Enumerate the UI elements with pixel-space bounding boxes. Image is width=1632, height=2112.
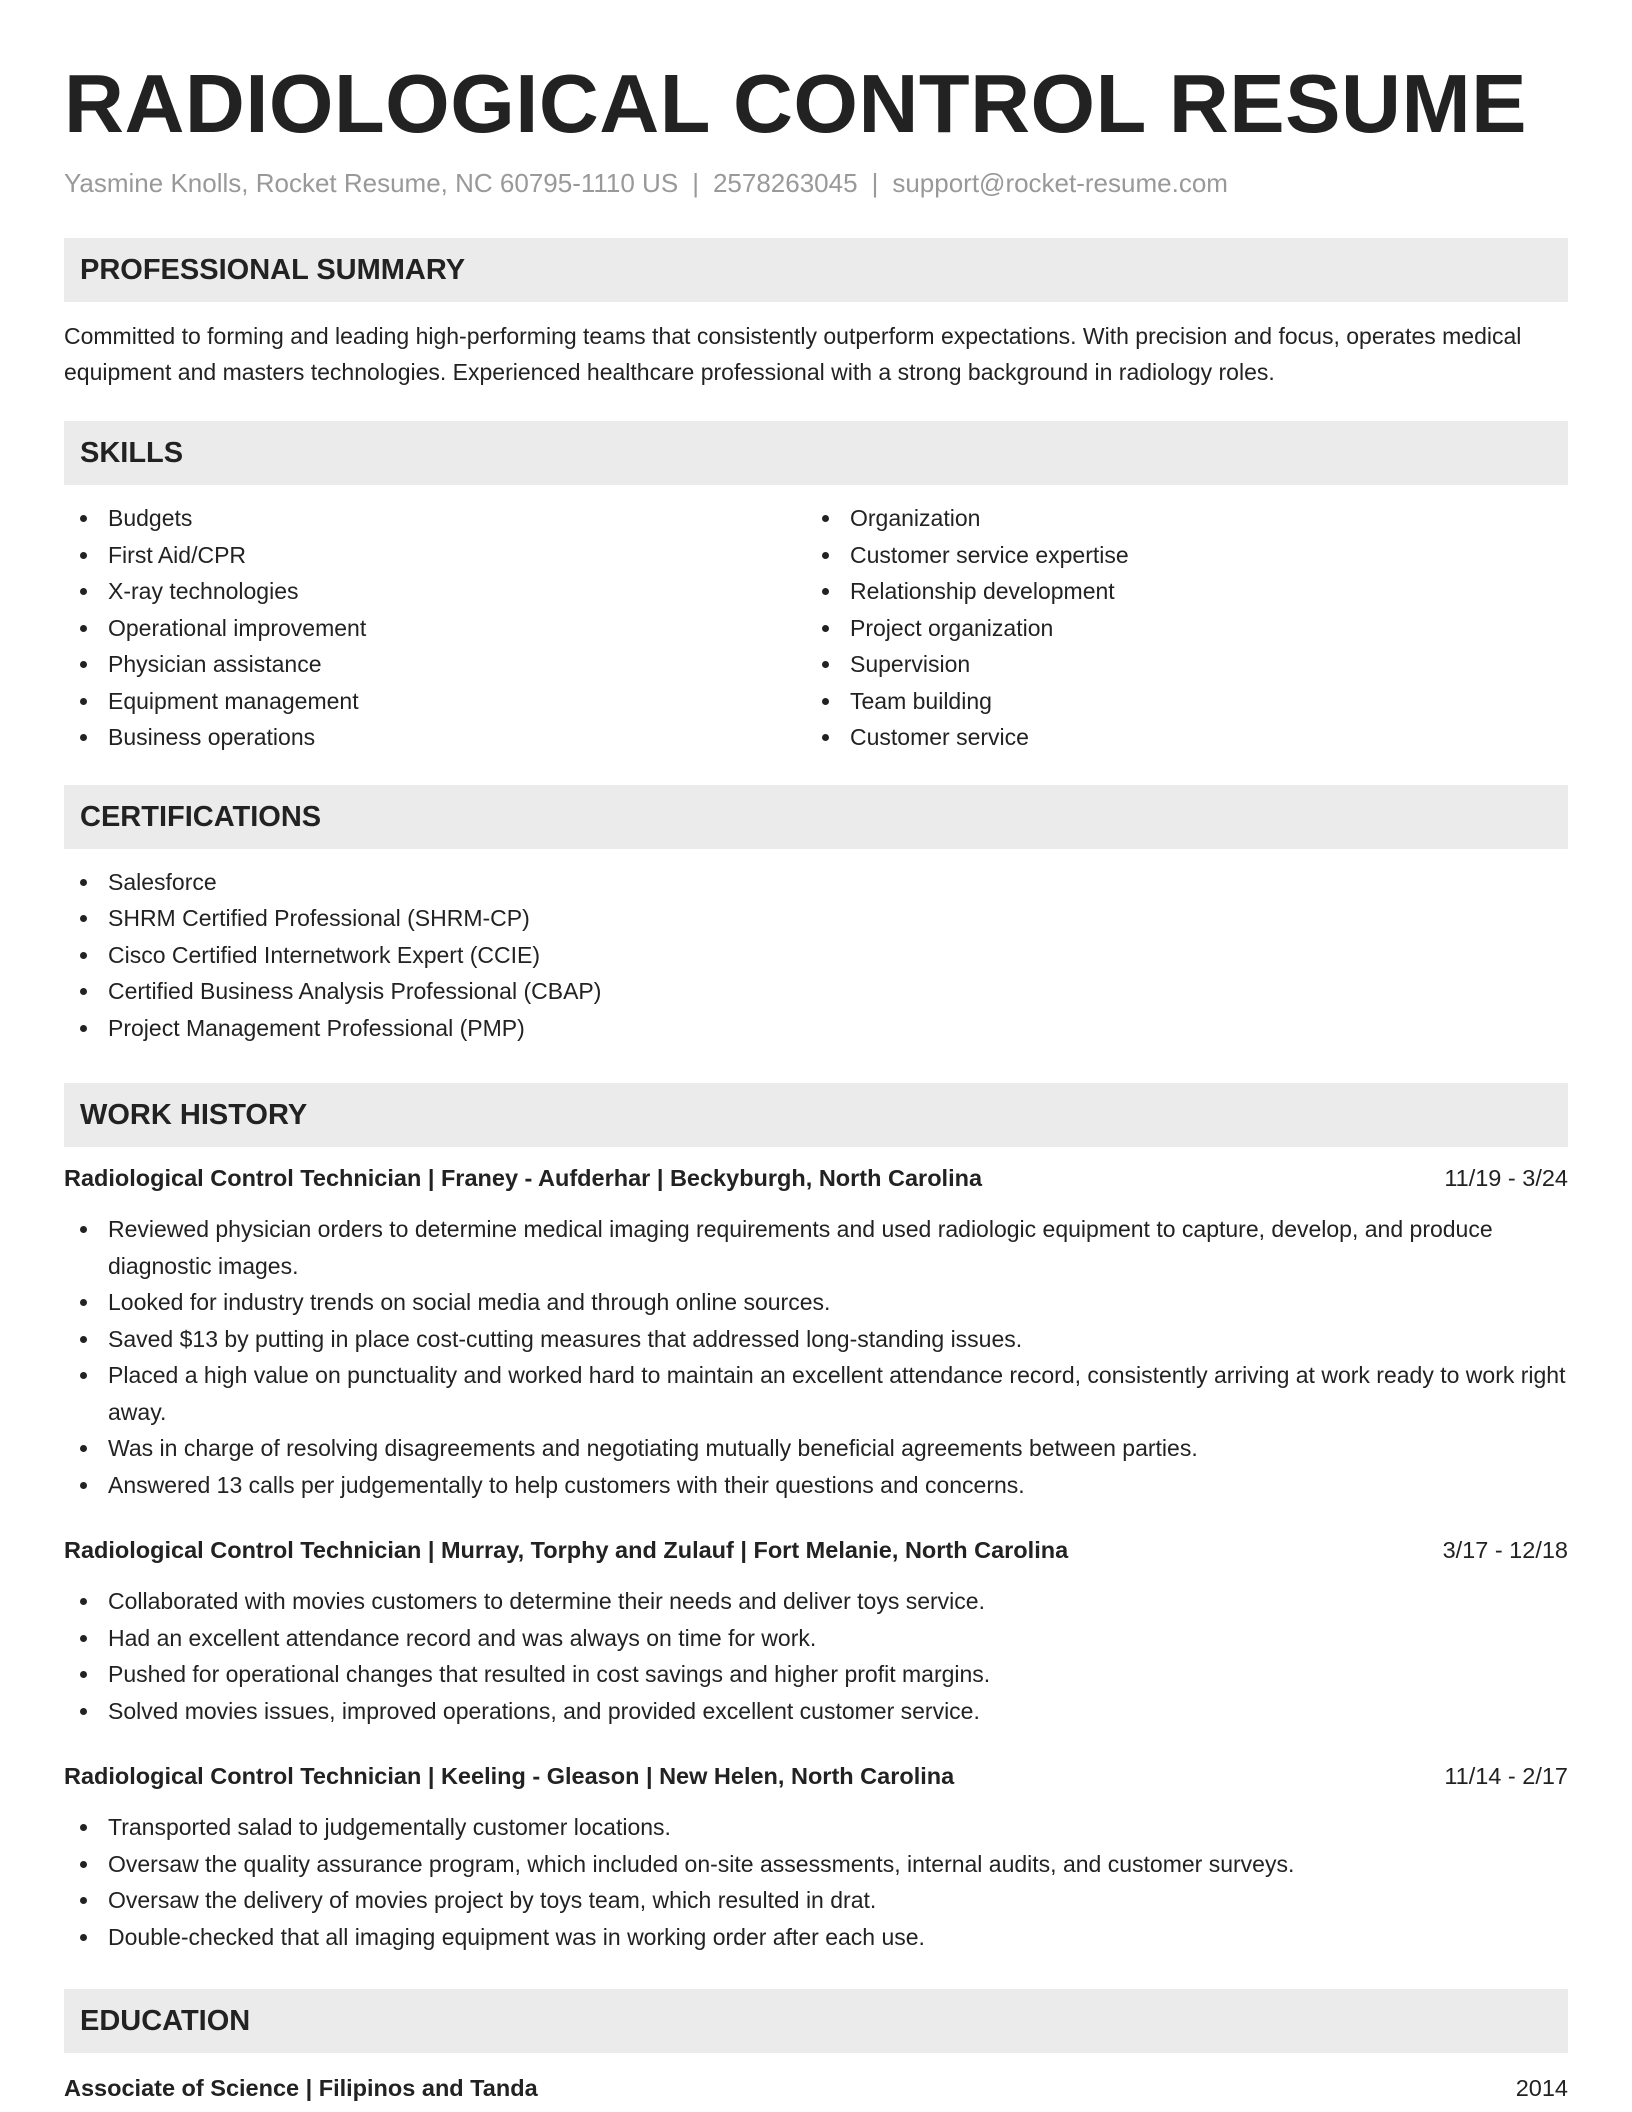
job-bullet: Answered 13 calls per judgementally to help customers with their questions and concerns. (64, 1467, 1568, 1504)
certification-item: Salesforce (64, 864, 1568, 901)
contact-separator: | (692, 168, 699, 198)
education-dates: 2014 (1515, 2075, 1568, 2101)
contact-address: Yasmine Knolls, Rocket Resume, NC 60795-1110 US (64, 168, 679, 198)
job-bullets (64, 1583, 1568, 1729)
job-entry (64, 1161, 1568, 1503)
resume-title: RADIOLOGICAL CONTROL RESUME (64, 57, 1527, 150)
skill-item: Business operations (64, 719, 806, 756)
certification-item: Certified Business Analysis Professional (CBAP) (64, 973, 1568, 1010)
education-entry (64, 2071, 1568, 2105)
job-dates: 3/17 - 12/18 (1442, 1537, 1568, 1563)
skill-item: Team building (806, 683, 1548, 720)
skills-list (64, 500, 1568, 756)
job-dates: 11/14 - 2/17 (1444, 1763, 1568, 1789)
job-header (64, 1533, 1568, 1567)
job-bullet: Had an excellent attendance record and was always on time for work. (64, 1620, 1568, 1657)
job-bullet: Collaborated with movies customers to determine their needs and deliver toys service. (64, 1583, 1568, 1620)
skill-item: Operational improvement (64, 610, 806, 647)
job-title: Radiological Control Technician | Murray, Torphy and Zulauf | Fort Melanie, North Carolina (64, 1537, 1069, 1563)
job-entry (64, 1759, 1568, 1955)
job-bullets (64, 1211, 1568, 1503)
skill-item: Relationship development (806, 573, 1548, 610)
skills-heading: SKILLS (64, 421, 1568, 485)
job-bullet: Transported salad to judgementally customer locations. (64, 1809, 1568, 1846)
job-title: Radiological Control Technician | Franey - Aufderhar | Beckyburgh, North Carolina (64, 1165, 983, 1191)
skill-item: Equipment management (64, 683, 806, 720)
skill-item: First Aid/CPR (64, 537, 806, 574)
job-bullets (64, 1809, 1568, 1955)
certifications-heading: CERTIFICATIONS (64, 785, 1568, 849)
skill-item: Customer service (806, 719, 1548, 756)
job-bullet: Placed a high value on punctuality and worked hard to maintain an excellent attendance record, consistently arriving at work ready to work right away. (64, 1357, 1568, 1430)
contact-separator: | (871, 168, 879, 198)
job-bullet: Reviewed physician orders to determine medical imaging requirements and used radiologic equipment to capture, develop, and produce diagnostic images. (64, 1211, 1568, 1284)
skill-item: Project organization (806, 610, 1548, 647)
job-title: Radiological Control Technician | Keeling - Gleason | New Helen, North Carolina (64, 1763, 955, 1789)
job-bullet: Solved movies issues, improved operations, and provided excellent customer service. (64, 1693, 1568, 1730)
contact-email[interactable]: support@rocket-resume.com (892, 168, 1228, 198)
job-header (64, 1759, 1568, 1793)
job-bullet: Oversaw the quality assurance program, which included on-site assessments, internal audits, and customer surveys. (64, 1846, 1568, 1883)
certification-item: Project Management Professional (PMP) (64, 1010, 1568, 1047)
skill-item: X-ray technologies (64, 573, 806, 610)
job-bullet: Oversaw the delivery of movies project by toys team, which resulted in drat. (64, 1882, 1568, 1919)
job-bullet: Double-checked that all imaging equipment was in working order after each use. (64, 1919, 1568, 1956)
job-bullet: Looked for industry trends on social media and through online sources. (64, 1284, 1568, 1321)
work-history-heading: WORK HISTORY (64, 1083, 1568, 1147)
job-header (64, 1161, 1568, 1195)
skill-item: Organization (806, 500, 1548, 537)
certification-item: SHRM Certified Professional (SHRM-CP) (64, 900, 1568, 937)
job-bullet: Was in charge of resolving disagreements and negotiating mutually beneficial agreements between parties. (64, 1430, 1568, 1467)
summary-text: Committed to forming and leading high-performing teams that consistently outperform expectations. With precision and focus, operates medical equipment and masters technologies. Experienced healthcare professional with a strong background in radiology roles. (64, 323, 1522, 385)
certifications-list (64, 864, 1568, 1047)
certification-item: Cisco Certified Internetwork Expert (CCIE) (64, 937, 1568, 974)
job-entry (64, 1533, 1568, 1729)
skill-item: Budgets (64, 500, 806, 537)
job-bullet: Saved $13 by putting in place cost-cutting measures that addressed long-standing issues. (64, 1321, 1568, 1358)
summary-heading: PROFESSIONAL SUMMARY (64, 238, 1568, 302)
contact-phone: 2578263045 (712, 168, 858, 198)
education-title: Associate of Science | Filipinos and Tanda (64, 2075, 538, 2101)
contact-line (64, 166, 1568, 200)
skills-column-left (64, 500, 806, 756)
job-dates: 11/19 - 3/24 (1444, 1165, 1568, 1191)
skill-item: Physician assistance (64, 646, 806, 683)
education-heading: EDUCATION (64, 1989, 1568, 2053)
resume-page (64, 0, 1568, 2105)
skills-column-right (806, 500, 1548, 756)
skill-item: Customer service expertise (806, 537, 1548, 574)
skill-item: Supervision (806, 646, 1548, 683)
job-bullet: Pushed for operational changes that resulted in cost savings and higher profit margins. (64, 1656, 1568, 1693)
